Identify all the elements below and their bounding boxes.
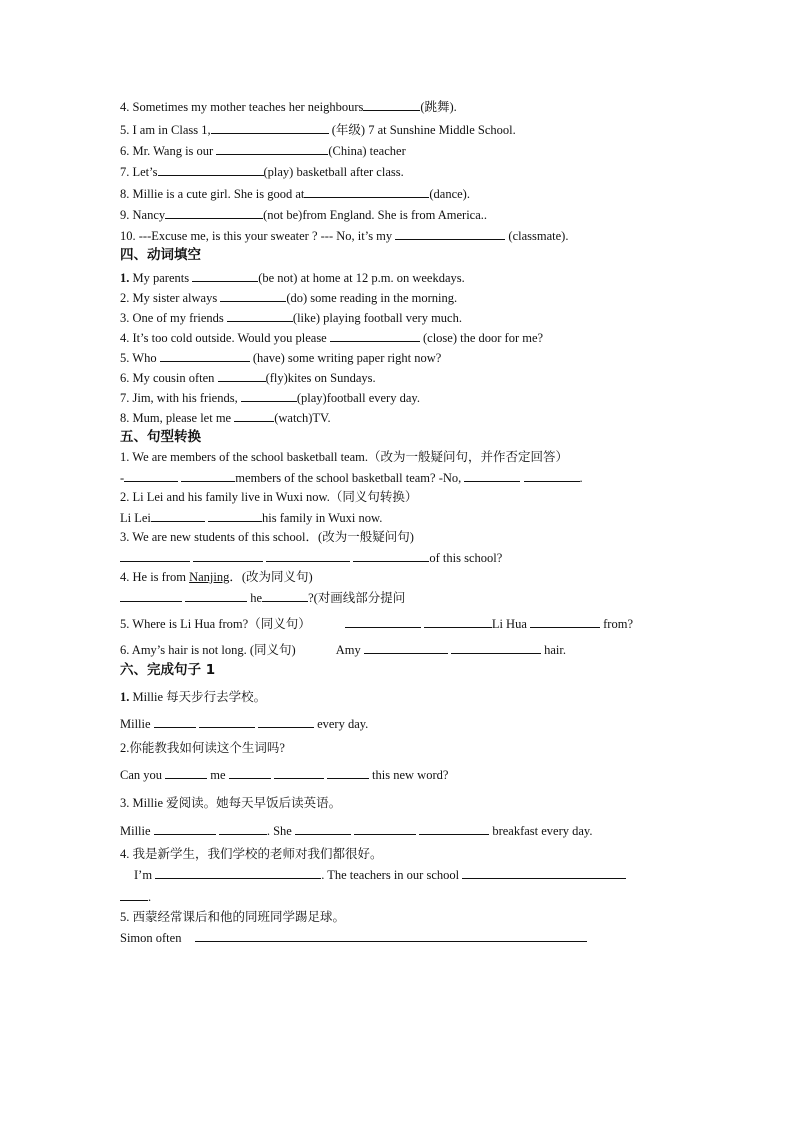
p6-q4-cn: 4. 我是新学生，我们学校的老师对我们都很好。	[120, 847, 383, 861]
question-hint: (have) some writing paper right now?	[252, 351, 442, 365]
p6-q5-cn: 5. 西蒙经常课后和他的同班同学踢足球。	[120, 910, 346, 924]
question-hint: (play)football every day.	[296, 391, 420, 405]
answer-blank[interactable]	[258, 715, 314, 728]
p3-q6	[120, 142, 406, 159]
p3-q10	[120, 227, 568, 244]
answer-end: .	[148, 890, 152, 904]
answer-blank[interactable]	[151, 509, 205, 522]
answer-blank[interactable]	[395, 227, 505, 240]
answer-blank[interactable]	[216, 142, 328, 155]
answer-text: every day.	[317, 717, 369, 731]
answer-blank[interactable]	[211, 121, 329, 134]
p4-q1	[120, 269, 465, 286]
underlined-word: Nanjing	[189, 570, 230, 584]
answer-blank[interactable]	[229, 766, 271, 779]
answer-blank[interactable]	[195, 929, 587, 942]
p6-q1-cn	[120, 689, 266, 705]
answer-blank[interactable]	[424, 615, 492, 628]
question-hint: (close) the door for me?	[422, 331, 544, 345]
question-hint: (China) teacher	[328, 144, 406, 158]
answer-text: me	[210, 768, 226, 782]
answer-blank[interactable]	[304, 185, 429, 198]
p5-q4-answer	[120, 589, 405, 606]
answer-blank[interactable]	[363, 98, 420, 111]
answer-text: . The teachers in our school	[321, 868, 460, 882]
question-hint: (dance).	[429, 187, 470, 201]
answer-text: hair.	[544, 643, 566, 657]
answer-blank[interactable]	[364, 641, 448, 654]
question-text: 3. One of my friends	[120, 311, 224, 325]
answer-blank[interactable]	[120, 549, 190, 562]
question-number: 1.	[120, 690, 130, 704]
answer-blank[interactable]	[462, 866, 626, 879]
answer-text: . She	[266, 824, 292, 838]
p5-q3-text: 3. We are new students of this school．(改为一般疑问句)	[120, 530, 414, 544]
p4-q5	[120, 349, 441, 366]
p6-q3-answer	[120, 822, 593, 839]
question-hint: (跳舞).	[420, 100, 457, 114]
answer-blank[interactable]	[266, 549, 350, 562]
answer-blank[interactable]	[120, 589, 182, 602]
answer-blank[interactable]	[199, 715, 255, 728]
answer-blank[interactable]	[330, 329, 420, 342]
question-text: 10. ---Excuse me, is this your sweater ? --- No, it’s my	[120, 229, 393, 243]
answer-blank[interactable]	[154, 822, 216, 835]
question-text: 6. Mr. Wang is our	[120, 144, 214, 158]
question-hint: (do) some reading in the morning.	[286, 291, 458, 305]
p6-q3-cn: 3. Millie 爱阅读。她每天早饭后读英语。	[120, 796, 342, 810]
answer-blank[interactable]	[181, 469, 235, 482]
answer-text: of this school?	[429, 551, 503, 565]
p3-q5	[120, 121, 516, 138]
answer-blank[interactable]	[464, 469, 520, 482]
section-heading-5: 五、句型转换	[120, 429, 201, 445]
question-text: 4. He is from	[120, 570, 190, 584]
answer-blank[interactable]	[530, 615, 600, 628]
p4-q6	[120, 369, 376, 386]
p3-q7	[120, 163, 404, 180]
answer-text: Li Hua	[491, 617, 527, 631]
question-text: 2. My sister always	[120, 291, 218, 305]
p6-q5-answer	[120, 929, 587, 946]
answer-text: Amy	[335, 643, 361, 657]
answer-text: Millie	[120, 824, 151, 838]
answer-blank[interactable]	[158, 163, 264, 176]
section-heading-4: 四、动词填空	[120, 247, 201, 263]
question-text: 5. Who	[120, 351, 157, 365]
question-text: 7. Let’s	[120, 165, 158, 179]
question-text: 7. Jim, with his friends,	[120, 391, 238, 405]
p5-q1-answer	[120, 469, 583, 486]
question-hint: (not be)from England. She is from America..	[263, 208, 488, 222]
answer-text: Can you	[120, 768, 163, 782]
answer-blank[interactable]	[262, 589, 308, 602]
answer-text: this new word?	[372, 768, 449, 782]
question-text: 8. Millie is a cute girl. She is good at	[120, 187, 305, 201]
answer-blank[interactable]	[419, 822, 489, 835]
p6-q1-answer	[120, 715, 368, 732]
p5-q2-answer	[120, 509, 382, 526]
question-text: 5. Where is Li Hua from?（同义句）	[120, 617, 311, 631]
p4-q8	[120, 409, 331, 426]
question-text: 9. Nancy	[120, 208, 166, 222]
p3-q9	[120, 206, 487, 223]
question-text: 6. Amy’s hair is not long. (同义句)	[120, 643, 296, 657]
question-hint: ．(改为同义句)	[229, 570, 313, 584]
p4-q7	[120, 389, 420, 406]
answer-blank[interactable]	[524, 469, 580, 482]
answer-blank[interactable]	[165, 206, 263, 219]
answer-blank[interactable]	[192, 269, 258, 282]
p5-q1-text: 1. We are members of the school basketball team.（改为一般疑问句，并作否定回答）	[120, 450, 568, 464]
question-number: 1.	[120, 271, 130, 285]
answer-blank[interactable]	[160, 349, 250, 362]
answer-text: Millie	[120, 717, 151, 731]
answer-blank[interactable]	[219, 822, 267, 835]
p5-q4-text	[120, 569, 313, 585]
p3-q8	[120, 185, 470, 202]
answer-text: I’m	[134, 868, 153, 882]
question-hint: (classmate).	[508, 229, 569, 243]
question-text: Millie 每天步行去学校。	[129, 690, 267, 704]
p4-q3	[120, 309, 462, 326]
p6-q4-answer	[134, 866, 626, 883]
question-hint: (watch)TV.	[274, 411, 331, 425]
answer-blank[interactable]	[234, 409, 274, 422]
question-hint: (like) playing football very much.	[292, 311, 462, 325]
answer-text: Simon often	[120, 931, 182, 945]
answer-blank[interactable]	[354, 822, 416, 835]
question-text: 4. It’s too cold outside. Would you please	[120, 331, 327, 345]
answer-blank[interactable]	[208, 509, 262, 522]
p4-q2	[120, 289, 457, 306]
p5-q2-text: 2. Li Lei and his family live in Wuxi now.（同义句转换）	[120, 490, 418, 504]
answer-blank[interactable]	[274, 766, 324, 779]
p5-q5	[120, 615, 633, 632]
answer-blank[interactable]	[124, 469, 178, 482]
answer-text: breakfast every day.	[492, 824, 593, 838]
question-text: 8. Mum, please let me	[120, 411, 232, 425]
question-hint: (年级) 7 at Sunshine Middle School.	[331, 123, 516, 137]
answer-dash: -	[120, 471, 125, 485]
answer-blank[interactable]	[220, 289, 286, 302]
question-hint: (fly)kites on Sundays.	[265, 371, 376, 385]
answer-blank[interactable]	[227, 309, 293, 322]
question-text: 5. I am in Class 1,	[120, 123, 211, 137]
answer-blank[interactable]	[451, 641, 541, 654]
section-heading-6: 六、完成句子 1	[120, 662, 216, 678]
answer-blank[interactable]	[345, 615, 421, 628]
p4-q4	[120, 329, 543, 346]
p5-q3-answer	[120, 549, 502, 566]
answer-text: Li Lei	[120, 511, 151, 525]
answer-blank[interactable]	[154, 715, 196, 728]
answer-text: from?	[603, 617, 633, 631]
answer-text: members of the school basketball team? -No,	[235, 471, 462, 485]
answer-blank[interactable]	[165, 766, 207, 779]
p3-q4	[120, 98, 457, 115]
answer-blank[interactable]	[120, 888, 148, 901]
answer-blank[interactable]	[327, 766, 369, 779]
answer-blank[interactable]	[353, 549, 429, 562]
p6-q2-answer	[120, 766, 448, 783]
answer-blank[interactable]	[241, 389, 297, 402]
answer-blank[interactable]	[193, 549, 263, 562]
p6-q2-cn: 2.你能教我如何读这个生词吗?	[120, 741, 285, 755]
question-hint: (play) basketball after class.	[263, 165, 404, 179]
answer-blank[interactable]	[155, 866, 321, 879]
question-text: My parents	[129, 271, 190, 285]
question-text: 6. My cousin often	[120, 371, 215, 385]
p6-q4-answer-cont	[120, 888, 151, 905]
answer-text: he	[250, 591, 263, 605]
answer-text: his family in Wuxi now.	[262, 511, 383, 525]
question-text: 4. Sometimes my mother teaches her neighbours	[120, 100, 364, 114]
answer-blank[interactable]	[185, 589, 247, 602]
answer-end: .	[579, 471, 583, 485]
answer-text: ?(对画线部分提问	[308, 591, 406, 605]
question-hint: (be not) at home at 12 p.m. on weekdays.	[258, 271, 465, 285]
answer-blank[interactable]	[295, 822, 351, 835]
p5-q6	[120, 641, 566, 658]
answer-blank[interactable]	[218, 369, 266, 382]
